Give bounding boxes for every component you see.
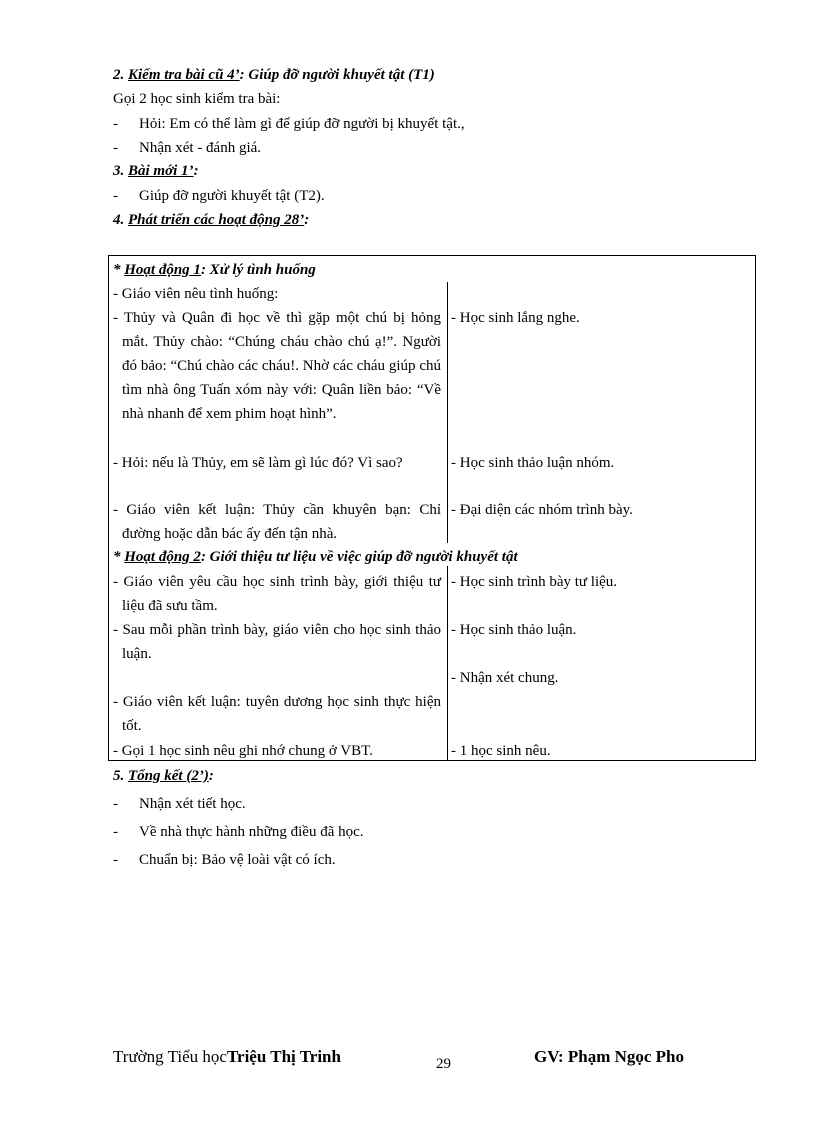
section-5-title: Tổng kết (2’) bbox=[128, 768, 209, 784]
list-item: - Về nhà thực hành những điều đã học. bbox=[113, 824, 364, 840]
list-item: - Hỏi: Em có thể làm gì để giúp đỡ người bị khuyết tật., bbox=[113, 116, 465, 132]
activity-1-heading: * Hoạt động 1: Xử lý tình huống bbox=[113, 262, 316, 278]
section-3-heading: 3. Bài mới 1’: bbox=[113, 163, 199, 179]
footer-teacher: GV: Phạm Ngọc Pho bbox=[534, 1047, 685, 1066]
student-cell: - Học sinh trình bày tư liệu. bbox=[451, 574, 618, 590]
student-cell: - Học sinh lắng nghe. bbox=[451, 310, 580, 326]
student-cell: - 1 học sinh nêu. bbox=[451, 743, 551, 759]
section-2-number: 2. bbox=[113, 67, 125, 83]
list-item: - Chuẩn bị: Bảo vệ loài vật có ích. bbox=[113, 852, 336, 868]
list-item: - Nhận xét tiết học. bbox=[113, 796, 246, 812]
activity-1-title: Hoạt động 1 bbox=[124, 262, 201, 278]
page-number: 29 bbox=[436, 1056, 451, 1072]
student-cell: - Học sinh thảo luận nhóm. bbox=[451, 455, 615, 471]
column-divider bbox=[447, 282, 448, 543]
column-divider bbox=[447, 566, 448, 760]
activity-2-heading: * Hoạt động 2: Giới thiệu tư liệu về việc giúp đỡ người khuyết tật bbox=[113, 549, 518, 565]
footer-school: Trường Tiểu họcTriệu Thị Trinh bbox=[113, 1047, 341, 1066]
student-cell: - Nhận xét chung. bbox=[451, 670, 559, 686]
section-2-title: Kiểm tra bài cũ 4’ bbox=[128, 67, 240, 83]
teacher-cell: - Thủy và Quân đi học về thì gặp một chú bị hỏng mắt. Thủy chào: “Chúng cháu chào chú ạ!”. Người đó bảo: “Chú chào các cháu!. Nhờ các cháu giúp chú tìm nhà ông Tuấn xóm này với: Quân liền bảo: “Về nhà nhanh để xem phim hoạt hình”. bbox=[113, 310, 441, 422]
activity-2-title: Hoạt động 2 bbox=[124, 549, 201, 565]
teacher-cell: - Giáo viên nêu tình huống: bbox=[113, 286, 279, 302]
teacher-cell: - Hỏi: nếu là Thủy, em sẽ làm gì lúc đó? Vì sao? bbox=[113, 455, 403, 471]
list-item: - Giúp đỡ người khuyết tật (T2). bbox=[113, 188, 325, 204]
teacher-cell: - Sau mỗi phần trình bày, giáo viên cho học sinh thảo luận. bbox=[113, 622, 441, 662]
teacher-cell: - Giáo viên kết luận: tuyên dương học sinh thực hiện tốt. bbox=[113, 694, 441, 734]
section-5-heading: 5. Tổng kết (2’): bbox=[113, 768, 214, 784]
student-cell: - Đại diện các nhóm trình bày. bbox=[451, 502, 633, 518]
teacher-cell: - Gọi 1 học sinh nêu ghi nhớ chung ở VBT. bbox=[113, 743, 373, 759]
list-item: - Nhận xét - đánh giá. bbox=[113, 140, 262, 156]
student-cell: - Học sinh thảo luận. bbox=[451, 622, 577, 638]
teacher-cell: - Giáo viên yêu cầu học sinh trình bày, giới thiệu tư liệu đã sưu tầm. bbox=[113, 574, 441, 614]
section-4-title: Phát triển các hoạt động 28’ bbox=[128, 212, 305, 228]
teacher-cell: - Giáo viên kết luận: Thủy cần khuyên bạn: Chỉ đường hoặc dẫn bác ấy đến tận nhà. bbox=[113, 502, 441, 542]
section-4-heading: 4. Phát triển các hoạt động 28’: bbox=[113, 212, 310, 228]
section-2-subtitle: : Giúp đỡ người khuyết tật (T1) bbox=[239, 67, 435, 83]
section-2-intro: Gọi 2 học sinh kiểm tra bài: bbox=[113, 91, 281, 107]
section-3-title: Bài mới 1’ bbox=[128, 163, 194, 179]
section-2-heading bbox=[113, 63, 435, 87]
